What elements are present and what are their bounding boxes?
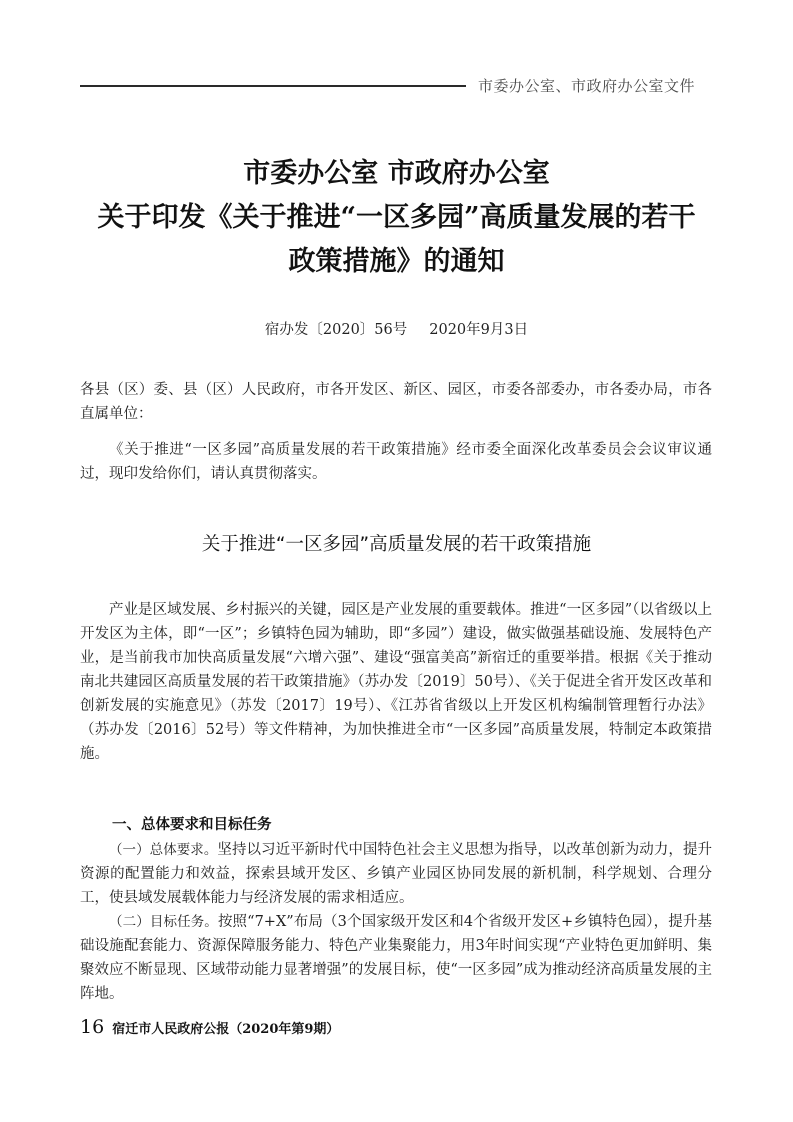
title-line-1: 市委办公室 市政府办公室	[243, 158, 550, 189]
heading-general-requirements: 一、总体要求和目标任务	[112, 817, 272, 833]
item-target-tasks	[80, 910, 712, 1006]
item-text: 坚持以习近平新时代中国特色社会主义思想为指导，以改革创新为动力，提升资源的配置能力和效益，探索县域开发区、乡镇产业园区协同发展的新机制，科学规划、合理分工，使县域发展载体能力与经济发展的需求相适应。	[80, 842, 712, 906]
intro-paragraph: 《关于推进“一区多园”高质量发展的若干政策措施》经市委全面深化改革委员会会议审议通过，现印发给你们，请认真贯彻落实。	[80, 442, 712, 482]
page-number: 16	[80, 1016, 105, 1038]
document-title	[60, 152, 733, 284]
document-number: 宿办发〔2020〕56号	[264, 322, 408, 338]
body-paragraph-1: 产业是区域发展、乡村振兴的关键，园区是产业发展的重要载体。推进“一区多园”（以省级以上开发区为主体，即“一区”；乡镇特色园为辅助，即“多园”）建设，做实做强基础设施、发展特色产业，是当前我市加快高质量发展“六增六强”、建设“强富美高”新宿迁的重要举措。根据《关于推动南北共建园区高质量发展的若干政策措施》（苏办发〔2019〕50号）、《关于促进全省开发区改革和创新发展的实施意见》（苏发〔2017〕19号）、《江苏省省级以上开发区机构编制管理暂行办法》（苏办发〔2016〕52号）等文件精神，为加快推进全市“一区多园”高质量发展，特制定本政策措施。	[80, 602, 712, 762]
journal-name: 宿迁市人民政府公报（2020年第9期）	[112, 1022, 340, 1037]
item-general-requirements	[80, 838, 712, 910]
item-text: 按照“7+X”布局（3个国家级开发区和4个省级开发区+乡镇特色园），提升基础设施配套能力、资源保障服务能力、特色产业集聚能力，用3年时间实现“产业特色更加鲜明、集聚效应不断显现、区域带动能力显著增强”的发展目标，使“一区多园”成为推动经济高质量发展的主阵地。	[80, 914, 713, 1002]
title-line-3: 政策措施》的通知	[288, 246, 505, 277]
item-label: （二）目标任务。	[109, 914, 218, 930]
page-footer	[80, 1016, 339, 1038]
document-number-line	[0, 318, 793, 339]
section-title: 关于推进“一区多园”高质量发展的若干政策措施	[201, 534, 592, 555]
header-rule	[80, 85, 466, 87]
document-date: 2020年9月3日	[429, 322, 529, 338]
item-label: （一）总体要求。	[109, 842, 218, 858]
title-line-2: 关于印发《关于推进“一区多园”高质量发展的若干	[97, 202, 696, 233]
addressee: 各县（区）委、县（区）人民政府，市各开发区、新区、园区，市委各部委办，市各委办局，市各直属单位：	[80, 382, 712, 422]
running-header: 市委办公室、市政府办公室文件	[478, 77, 696, 95]
